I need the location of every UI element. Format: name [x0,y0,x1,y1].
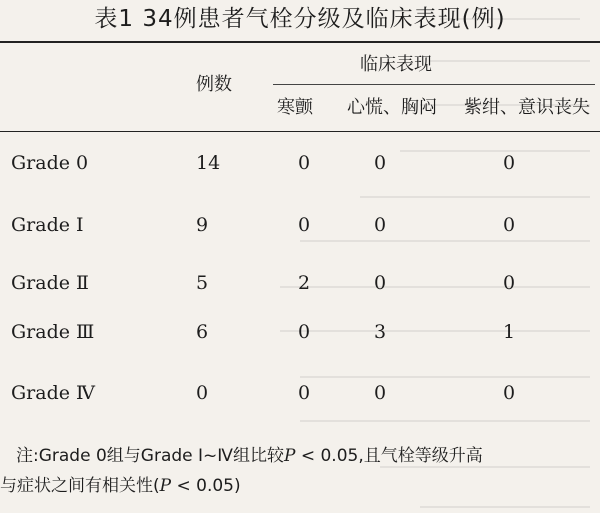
row-cases: 14 [196,152,221,174]
row-grade: Grade Ⅲ [11,321,95,343]
table-title: 表1 34例患者气栓分级及临床表现(例) [94,6,506,32]
row-palpitation: 0 [374,214,387,236]
row-grade: Grade Ⅰ [11,214,84,236]
header-cyanosis: 紫绀、意识丧失 [464,97,590,118]
row-grade: Grade Ⅳ [11,382,96,404]
row-cases: 0 [196,382,209,404]
footnote-line1-pre: 注:Grade 0组与Grade Ⅰ~Ⅳ组比较 [16,446,284,466]
table-top-rule [0,41,600,43]
row-cyanosis: 1 [503,321,516,343]
row-chill: 2 [298,272,311,294]
row-cyanosis: 0 [503,214,516,236]
row-grade: Grade Ⅱ [11,272,89,294]
row-chill: 0 [298,152,311,174]
row-grade: Grade 0 [11,152,89,174]
header-chill: 寒颤 [277,97,313,118]
footnote-line1-post: < 0.05,且气栓等级升高 [295,446,483,466]
row-palpitation: 0 [374,272,387,294]
table-footnote [0,441,594,501]
row-cyanosis: 0 [503,152,516,174]
footnote-p1: P [283,446,296,466]
row-palpitation: 0 [374,382,387,404]
header-cases: 例数 [196,74,232,95]
footnote-line2-post: < 0.05) [171,476,241,496]
row-cases: 5 [196,272,209,294]
header-clinical-group: 临床表现 [360,54,432,75]
row-chill: 0 [298,214,311,236]
table-group-rule [273,84,595,85]
row-cases: 9 [196,214,209,236]
row-cyanosis: 0 [503,382,516,404]
footnote-p2: P [159,476,172,496]
row-palpitation: 3 [374,321,387,343]
row-chill: 0 [298,321,311,343]
footnote-line2-pre: 与症状之间有相关性( [0,476,160,496]
table-header-rule [0,131,600,132]
row-cases: 6 [196,321,209,343]
footnote-line2 [0,471,594,501]
row-chill: 0 [298,382,311,404]
row-cyanosis: 0 [503,272,516,294]
row-palpitation: 0 [374,152,387,174]
header-palpitation: 心慌、胸闷 [347,97,437,118]
